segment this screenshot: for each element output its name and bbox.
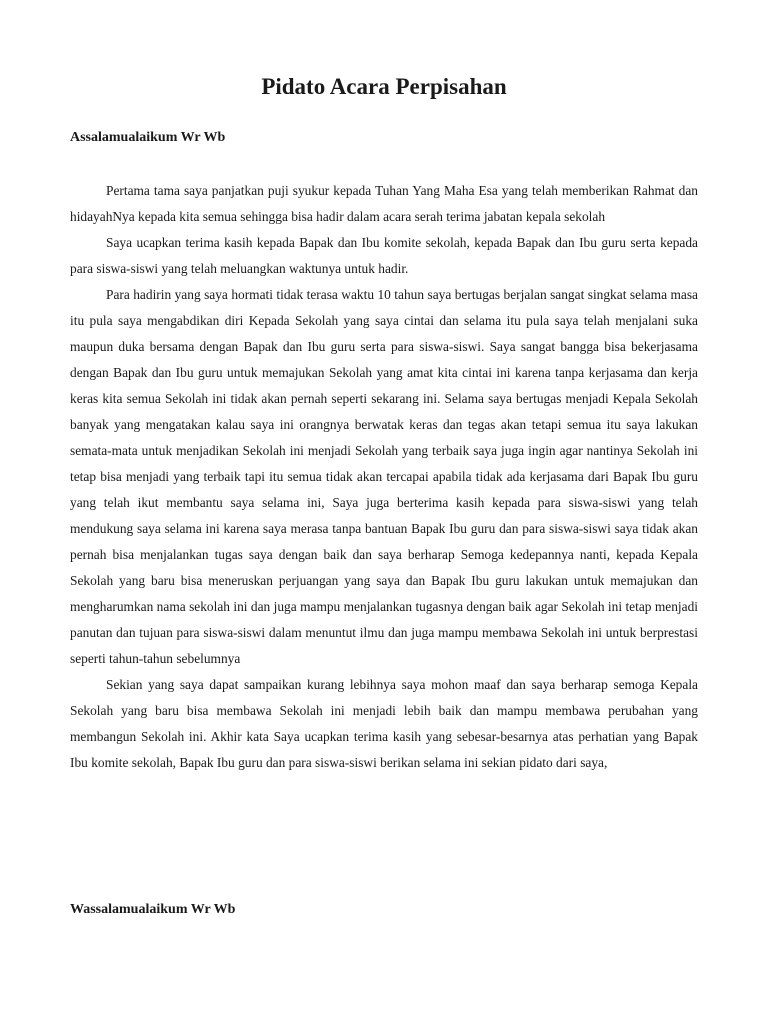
speech-body — [70, 178, 698, 776]
closing-greeting: Wassalamualaikum Wr Wb — [70, 902, 236, 917]
document-title: Pidato Acara Perpisahan — [261, 74, 507, 99]
paragraph-main: Para hadirin yang saya hormati tidak terasa waktu 10 tahun saya bertugas berjalan sangat singkat selama masa itu pula saya mengabdikan diri Kepada Sekolah yang saya cintai dan selama itu pula saya telah menjalani suka maupun duka bersama dengan Bapak dan Ibu guru serta para siswa-siswi. Saya sangat bangga bisa bekerjasama dengan Bapak dan Ibu guru untuk memajukan Sekolah yang amat kita cintai ini karena tanpa kerjasama dan kerja keras kita semua Sekolah ini tidak akan pernah seperti sekarang ini. Selama saya bertugas menjadi Kepala Sekolah banyak yang mengatakan kalau saya ini orangnya berwatak keras dan tegas akan tetapi semua itu saya lakukan semata-mata untuk menjadikan Sekolah ini menjadi Sekolah yang terbaik saya juga ingin agar nantinya Sekolah ini tetap bisa menjadi yang terbaik tapi itu semua tidak akan tercapai apabila tidak ada kerjasama dari Bapak Ibu guru yang telah ikut membantu saya selama ini, Saya juga berterima kasih kepada para siswa-siswi yang telah mendukung saya selama ini karena saya merasa tanpa bantuan Bapak Ibu guru dan para siswa-siswi saya tidak akan pernah bisa menjalankan tugas saya dengan baik dan saya berharap Semoga kedepannya nanti, kepada Kepala Sekolah yang baru bisa meneruskan perjuangan yang saya dan Bapak Ibu guru lakukan untuk memajukan dan mengharumkan nama sekolah ini dan juga mampu menjalankan tugasnya dengan baik agar Sekolah ini tetap menjadi panutan dan tujuan para siswa-siswi dalam menuntut ilmu dan juga mampu membawa Sekolah ini untuk berprestasi seperti tahun-tahun sebelumnya — [70, 287, 698, 666]
opening-greeting: Assalamualaikum Wr Wb — [70, 130, 226, 145]
paragraph-closing: Sekian yang saya dapat sampaikan kurang lebihnya saya mohon maaf dan saya berharap semoga Kepala Sekolah yang baru bisa membawa Sekolah ini menjadi lebih baik dan mampu membawa perubahan yang membangun Sekolah ini. Akhir kata Saya ucapkan terima kasih yang sebesar-besarnya atas perhatian yang Bapak Ibu komite sekolah, Bapak Ibu guru dan para siswa-siswi berikan selama ini sekian pidato dari saya, — [70, 677, 698, 770]
paragraph-thanks: Saya ucapkan terima kasih kepada Bapak dan Ibu komite sekolah, kepada Bapak dan Ibu guru serta kepada para siswa-siswi yang telah meluangkan waktunya untuk hadir. — [70, 235, 698, 276]
paragraph-opening: Pertama tama saya panjatkan puji syukur kepada Tuhan Yang Maha Esa yang telah memberikan Rahmat dan hidayahNya kepada kita semua sehingga bisa hadir dalam acara serah terima jabatan kepala sekolah — [70, 183, 698, 224]
